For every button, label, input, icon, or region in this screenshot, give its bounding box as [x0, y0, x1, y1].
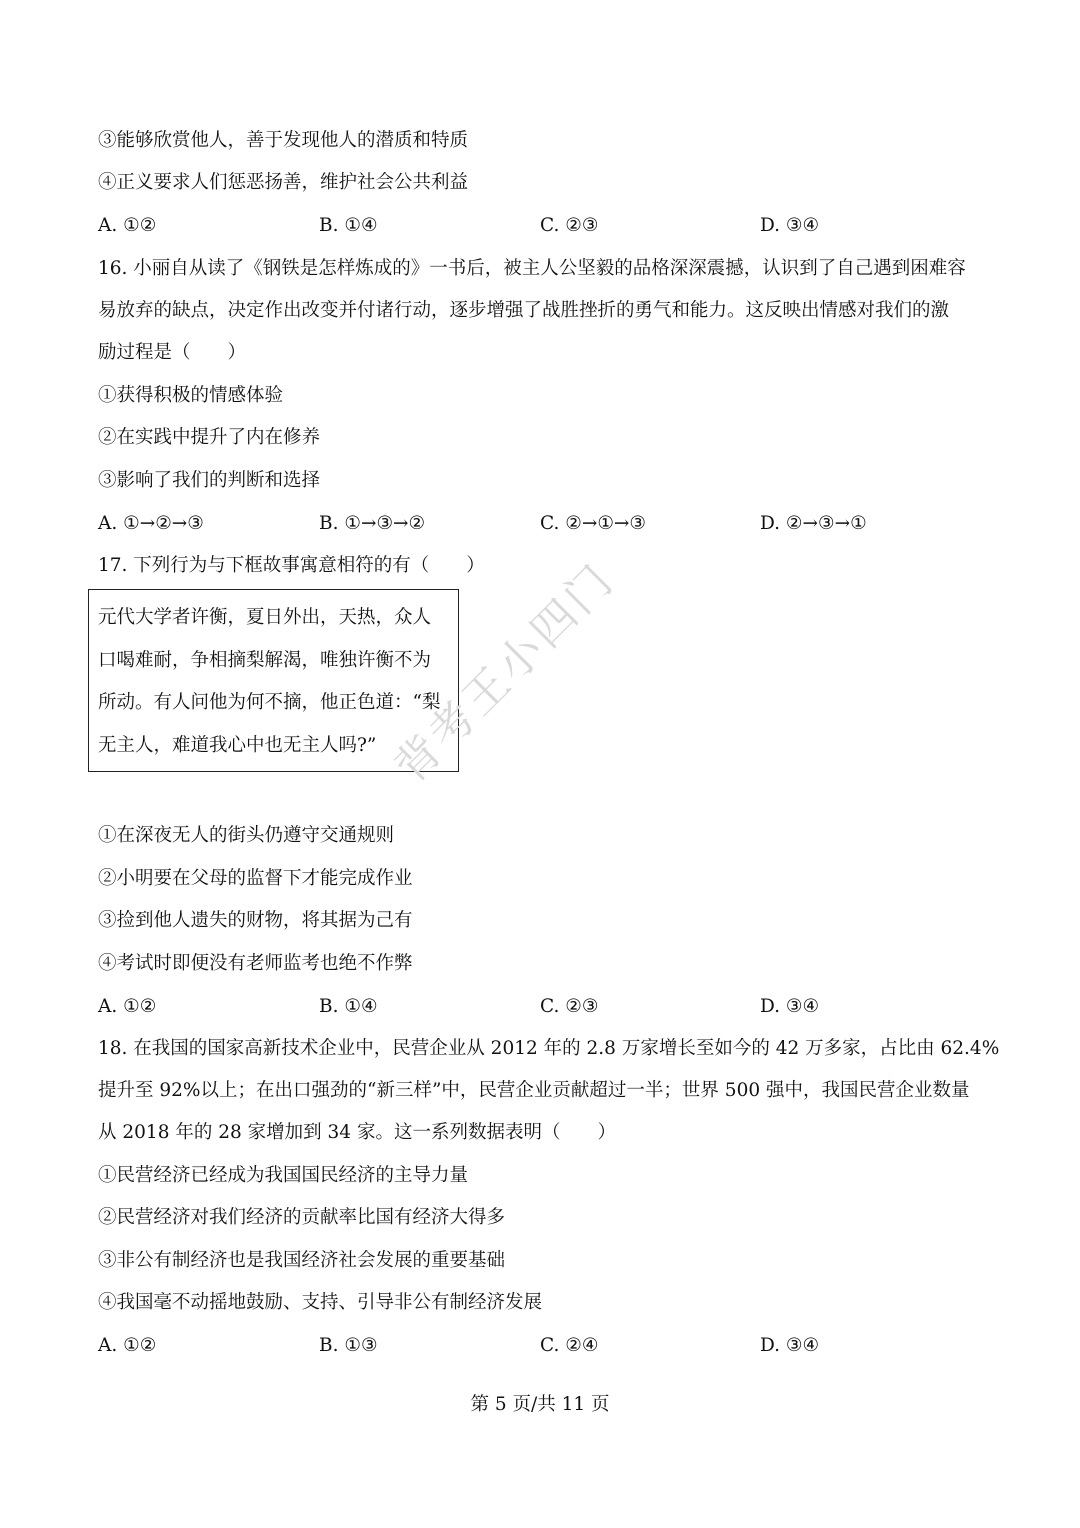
option-c: C. ②④	[540, 1335, 599, 1356]
option-d: D. ③④	[760, 215, 820, 236]
q16-options	[98, 512, 998, 536]
option-c: C. ②③	[540, 996, 599, 1017]
q16-item-2: ②在实践中提升了内在修养	[98, 427, 321, 448]
q18-item-3: ③非公有制经济也是我国经济社会发展的重要基础	[98, 1250, 506, 1271]
option-b: B. ①④	[319, 996, 378, 1017]
prev-options	[98, 214, 998, 238]
q18-stem-line-1: 18. 在我国的国家高新技术企业中，民营企业从 2012 年的 2.8 万家增长至如今的 42 万多家，占比由 62.4%	[98, 1038, 1000, 1059]
q17-stem: 17. 下列行为与下框故事寓意相符的有（ ）	[98, 555, 485, 576]
q17-item-3: ③捡到他人遗失的财物，将其据为己有	[98, 910, 413, 931]
option-d: D. ②→③→①	[760, 513, 867, 534]
option-a: A. ①→②→③	[98, 513, 204, 534]
story-line-3: 所动。有人问他为何不摘，他正色道：“梨	[98, 692, 441, 713]
story-line-4: 无主人，难道我心中也无主人吗?”	[98, 735, 377, 756]
option-b: B. ①③	[319, 1335, 378, 1356]
q16-stem-line-3: 励过程是（ ）	[98, 342, 247, 363]
q18-item-2: ②民营经济对我们经济的贡献率比国有经济大得多	[98, 1207, 506, 1228]
q18-item-1: ①民营经济已经成为我国国民经济的主导力量	[98, 1165, 469, 1186]
option-a: A. ①②	[98, 996, 157, 1017]
q17-item-2: ②小明要在父母的监督下才能完成作业	[98, 868, 413, 889]
watermark: 背考王小四门	[385, 553, 625, 794]
option-c: C. ②→①→③	[540, 513, 647, 534]
option-a: A. ①②	[98, 1335, 157, 1356]
story-line-1: 元代大学者许衡，夏日外出，天热，众人	[98, 607, 432, 628]
prev-item-4: ④正义要求人们惩恶扬善，维护社会公共利益	[98, 172, 469, 193]
story-line-2: 口喝难耐，争相摘梨解渴，唯独许衡不为	[98, 650, 432, 671]
q18-stem-line-2: 提升至 92%以上；在出口强劲的“新三样”中，民营企业贡献超过一半；世界 500 强中，我国民营企业数量	[98, 1080, 970, 1101]
option-d: D. ③④	[760, 1335, 820, 1356]
page-footer: 第 5 页/共 11 页	[470, 1394, 610, 1415]
q17-item-4: ④考试时即便没有老师监考也绝不作弊	[98, 953, 413, 974]
q18-options	[98, 1334, 998, 1358]
q18-stem-line-3: 从 2018 年的 28 家增加到 34 家。这一系列数据表明（ ）	[98, 1122, 616, 1143]
option-b: B. ①→③→②	[319, 513, 426, 534]
option-d: D. ③④	[760, 996, 820, 1017]
q16-item-3: ③影响了我们的判断和选择	[98, 470, 321, 491]
prev-item-3: ③能够欣赏他人，善于发现他人的潜质和特质	[98, 130, 469, 151]
q17-item-1: ①在深夜无人的街头仍遵守交通规则	[98, 825, 395, 846]
q16-stem-line-2: 易放弃的缺点，决定作出改变并付诸行动，逐步增强了战胜挫折的勇气和能力。这反映出情感对我们的激	[98, 300, 950, 321]
option-c: C. ②③	[540, 215, 599, 236]
q16-stem-line-1: 16. 小丽自从读了《钢铁是怎样炼成的》一书后，被主人公坚毅的品格深深震撼，认识到了自己遇到困难容	[98, 258, 966, 279]
q18-item-4: ④我国毫不动摇地鼓励、支持、引导非公有制经济发展	[98, 1292, 543, 1313]
option-a: A. ①②	[98, 215, 157, 236]
q17-options	[98, 995, 998, 1019]
q16-item-1: ①获得积极的情感体验	[98, 385, 284, 406]
option-b: B. ①④	[319, 215, 378, 236]
